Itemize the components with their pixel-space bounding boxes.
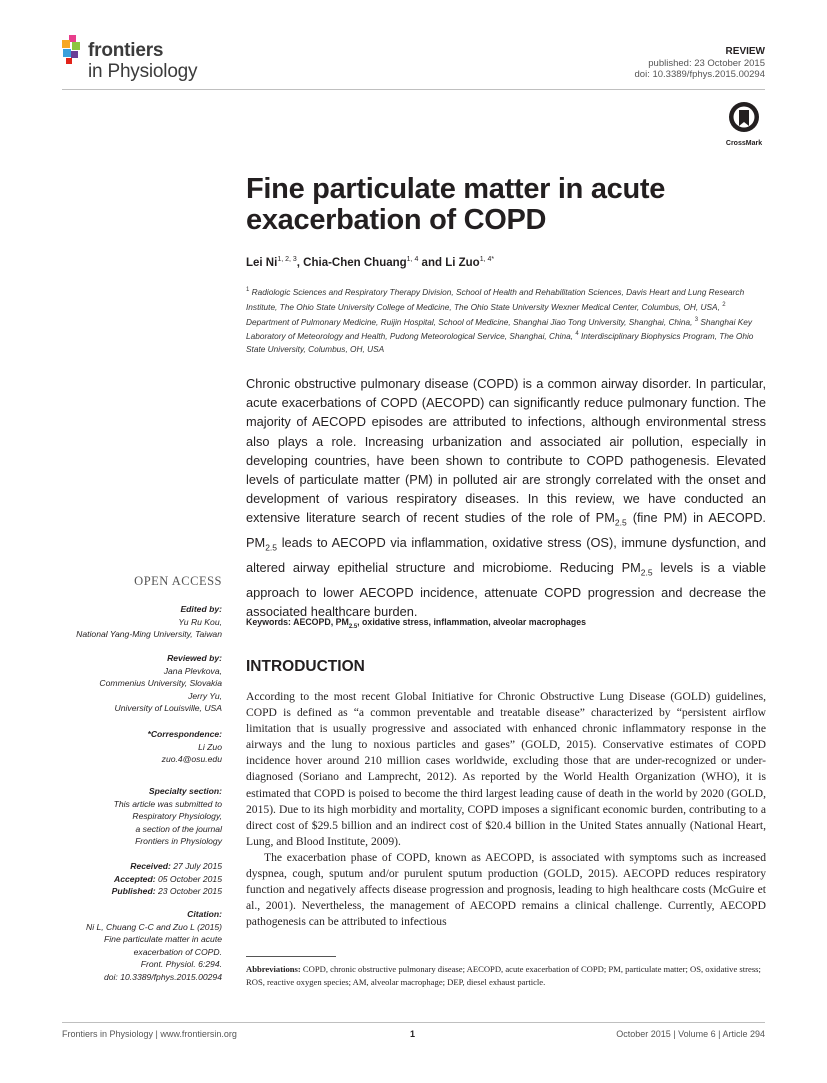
- paragraph: The exacerbation phase of COPD, known as AECOPD, is associated with symptoms such as increased dyspnea, cough, sputum and/or purulent sputum production (GOLD, 2015). AECOPD reduces respiratory function and negatively affects disease progression and prognosis, leading to high healthcare costs (McGuire et al., 2001). Nevertheless, the management of AECOPD remains a clinical challenge. Currently, AECOPD pathogenesis can be attributed to infectious: [246, 850, 766, 929]
- affil-marker: 4: [575, 331, 579, 338]
- author-affil-marker: 1, 2, 3: [277, 256, 297, 263]
- abstract-text: Chronic obstructive pulmonary disease (COPD) is a common airway disorder. In particular, acute exacerbations of COPD (AECOPD) can significantly reduce pulmonary function. The majority of AECOPD episodes are attributed to infections, although environmental stress also plays a role. Increasing urbanization and associated air pollution, especially in developing countries, have been shown to contribute to COPD pathogenesis. Elevated levels of particulate matter (PM) in polluted air are strongly correlated with the onset and development of various respiratory diseases. In this review, we have conducted an extensive literature search of recent studies of the role of PM: [246, 376, 766, 526]
- affil-marker: 1: [246, 287, 250, 293]
- crossmark-icon: [728, 101, 760, 133]
- header-divider: [62, 89, 765, 90]
- editor-affiliation: National Yang-Ming University, Taiwan: [76, 629, 222, 640]
- subscript: 2.5: [265, 542, 278, 553]
- affiliation-text: Radiologic Sciences and Respiratory Therapy Division, School of Health and Rehabilitation Sciences, Davis Heart and Lung Research Institute, The Ohio State University College of Medicine, The Ohio State University Wexner Medical Center, Columbus, OH, USA,: [246, 286, 745, 312]
- abstract-text: leads to AECOPD via inflammation, oxidative stress (OS), immune dysfunction, and altered airway epithelial structure and microbiome. Reducing PM: [246, 535, 766, 575]
- received-label: Received:: [130, 861, 171, 871]
- citation-text: Ni L, Chuang C-C and Zuo L (2015): [86, 921, 222, 932]
- affil-marker: 2: [722, 301, 726, 308]
- specialty-text: This article was submitted to: [113, 798, 222, 809]
- abstract: [246, 374, 766, 621]
- published-label: Published:: [111, 886, 156, 897]
- author-separator: and: [418, 256, 446, 269]
- author-name[interactable]: Chia-Chen Chuang: [303, 256, 407, 269]
- citation-doi[interactable]: doi: 10.3389/fphys.2015.00294: [103, 971, 222, 982]
- article-title: Fine particulate matter in acute exacerbation of COPD: [246, 173, 666, 236]
- footer-volume-info: October 2015 | Volume 6 | Article 294: [616, 1029, 765, 1039]
- affiliation-text: Department of Pulmonary Medicine, Ruijin Hospital, School of Medicine, Shanghai Jiao Tong University, Shanghai, China,: [246, 316, 695, 327]
- citation-label: Citation:: [187, 909, 222, 919]
- frontiers-logo-icon: [60, 34, 86, 70]
- subscript: 2.5: [614, 517, 627, 528]
- citation-text: Fine particulate matter in acute: [104, 934, 222, 945]
- reviewed-by-label: Reviewed by:: [167, 653, 222, 663]
- citation-text: exacerbation of COPD.: [133, 946, 222, 957]
- journal-name-line1: frontiers: [88, 40, 164, 61]
- journal-logo[interactable]: [60, 34, 220, 86]
- journal-name-line2: in Physiology: [88, 61, 198, 82]
- footnote-label: Abbreviations:: [246, 964, 301, 974]
- reviewer-affiliation: University of Louisville, USA: [114, 703, 222, 714]
- introduction-body: [246, 689, 766, 930]
- specialty-block: [40, 785, 222, 848]
- paragraph: According to the most recent Global Initiative for Chronic Obstructive Lung Disease (GOLD) guidelines, COPD is defined as “a common preventable and treatable disease” characterized by “persistent airflow limitation that is usually progressive and associated with enhanced chronic inflammatory response in the airways and the lung to noxious particles and gases” (GOLD, 2015). Conservative estimates of COPD incidence hover around 210 million cases worldwide, excluding those that are under-recognized or under-diagnosed (Soriano and Lamprecht, 2012). As reported by the World Health Organization (WHO), it is estimated that COPD is poised to become the third largest leading cause of death in the world by 2020 (GOLD, 2015). Due to its high morbidity and mortality, COPD imposes a significant economic burden, contributing to a direct cost of $29.5 billion and an indirect cost of $20.4 billion in the United States annually (National Heart, Lung, and Blood Institute, 2009).: [246, 690, 766, 848]
- doi[interactable]: doi: 10.3389/fphys.2015.00294: [634, 69, 765, 80]
- edited-by-block: [40, 603, 222, 641]
- affiliation-text: Interdisciplinary Biophysics Program, The Ohio State University, Columbus, OH, USA: [246, 331, 754, 355]
- accepted-label: Accepted:: [114, 873, 156, 884]
- specialty-text: a section of the journal: [135, 823, 222, 834]
- footnote: [246, 963, 766, 988]
- subscript: 2.5: [348, 623, 358, 630]
- crossmark-label: CrossMark: [725, 140, 763, 147]
- section-heading: INTRODUCTION: [246, 658, 365, 675]
- keywords-text: AECOPD, PM: [290, 617, 349, 627]
- keywords: [246, 617, 766, 630]
- reviewer-name[interactable]: Jana Plevkova,: [163, 665, 222, 676]
- crossmark-button[interactable]: [721, 101, 767, 147]
- open-access-label: OPEN ACCESS: [134, 574, 222, 588]
- received-value: 27 July 2015: [170, 861, 222, 871]
- footer-journal-link[interactable]: Frontiers in Physiology | www.frontiersin.org: [62, 1029, 237, 1039]
- received-date: [40, 860, 222, 873]
- citation-block: [40, 908, 222, 984]
- edited-by-label: Edited by:: [180, 604, 222, 614]
- specialty-label: Specialty section:: [148, 786, 222, 796]
- footnote-text: COPD, chronic obstructive pulmonary disease; AECOPD, acute exacerbation of COPD; PM, particulate matter; OS, oxidative stress; ROS, reactive oxygen species; AM, alveolar macrophage; DEP, diesel exhaust particle.: [246, 964, 761, 987]
- affiliation-text: Shanghai Key Laboratory of Meteorology and Health, Pudong Meteorological Service, Shanghai, China,: [246, 316, 753, 342]
- citation-text: Front. Physiol. 6:294.: [140, 959, 222, 970]
- accepted-value: 05 October 2015: [155, 873, 222, 884]
- published-date: published: 23 October 2015: [648, 57, 765, 69]
- published-value: 23 October 2015: [155, 886, 222, 897]
- specialty-text: Frontiers in Physiology: [135, 836, 222, 847]
- reviewer-name[interactable]: Jerry Yu,: [188, 690, 222, 701]
- keywords-text: , oxidative stress, inflammation, alveolar macrophages: [357, 617, 586, 627]
- reviewed-by-block: [40, 652, 222, 715]
- affiliations: [246, 284, 768, 356]
- author-affil-marker: 1, 4*: [479, 256, 495, 263]
- correspondence-email[interactable]: zuo.4@osu.edu: [161, 754, 222, 765]
- keywords-label: Keywords:: [246, 617, 291, 627]
- specialty-text: Respiratory Physiology,: [132, 811, 222, 822]
- author-name[interactable]: Lei Ni: [246, 256, 278, 269]
- correspondence-block: [40, 728, 222, 766]
- accepted-date: [40, 873, 222, 886]
- dates-block: [40, 860, 222, 898]
- reviewer-affiliation: Commenius University, Slovakia: [99, 678, 222, 689]
- published-date-side: [40, 885, 222, 898]
- abstract-text: levels is a viable approach to lower AECOPD incidence, attenuate COPD progression and decrease the associated healthcare burden.: [246, 559, 766, 619]
- footnote-divider: [246, 956, 336, 957]
- page-number: 1: [410, 1029, 416, 1039]
- editor-name[interactable]: Yu Ru Kou,: [178, 616, 222, 627]
- author-separator: ,: [296, 256, 304, 269]
- author-list: [246, 256, 766, 269]
- affil-marker: 3: [694, 316, 699, 323]
- article-type: REVIEW: [725, 46, 765, 57]
- footer-divider: [62, 1022, 765, 1023]
- correspondence-name: Li Zuo: [198, 741, 222, 752]
- correspondence-label: *Correspondence:: [147, 729, 222, 739]
- subscript: 2.5: [640, 567, 653, 578]
- author-affil-marker: 1, 4: [406, 256, 419, 263]
- abstract-text: (fine PM) in AECOPD. PM: [246, 510, 766, 551]
- article-meta: [635, 46, 765, 81]
- author-name[interactable]: Li Zuo: [445, 256, 480, 269]
